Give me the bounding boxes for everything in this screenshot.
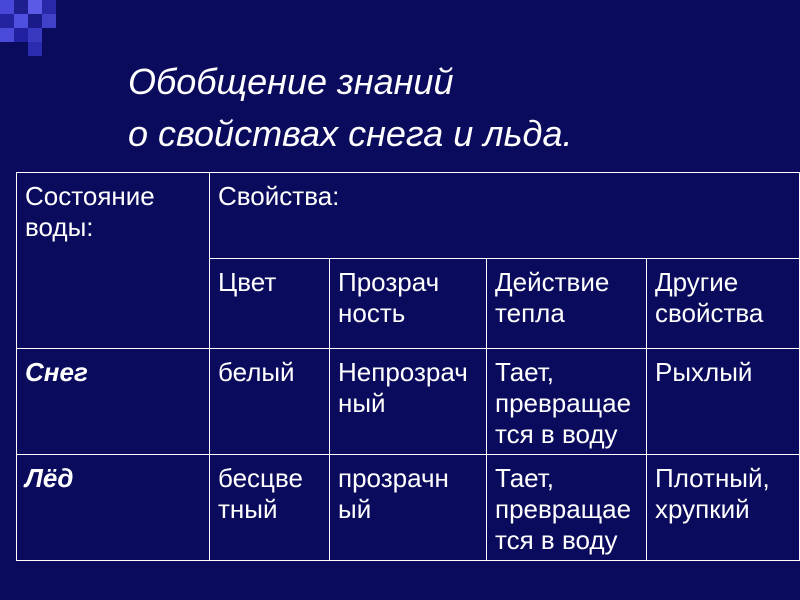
snow-other-cell: Рыхлый [647, 349, 800, 455]
title-line-2: о свойствах снега и льда. [128, 113, 573, 154]
row-header-ice: Лёд [17, 455, 210, 561]
corner-header: Состояние воды: [17, 173, 210, 349]
ice-heat-effect-cell: Тает, превращае тся в воду [487, 455, 647, 561]
table-row [17, 455, 800, 561]
corner-decoration [0, 0, 70, 60]
snow-transparency-cell: Непрозрач ный [330, 349, 487, 455]
properties-group-header: Свойства: [210, 173, 800, 259]
ice-other-cell: Плотный, хрупкий [647, 455, 800, 561]
row-header-snow: Снег [17, 349, 210, 455]
table-row [17, 349, 800, 455]
column-header-color: Цвет [210, 259, 330, 349]
title-line-1: Обобщение знаний [128, 61, 454, 102]
ice-transparency-cell: прозрачн ый [330, 455, 487, 561]
column-header-heat-effect: Действие тепла [487, 259, 647, 349]
column-header-other-properties: Другие свойства [647, 259, 800, 349]
snow-color-cell: белый [210, 349, 330, 455]
snow-heat-effect-cell: Тает, превращае тся в воду [487, 349, 647, 455]
column-header-transparency: Прозрач ность [330, 259, 487, 349]
properties-table [16, 172, 800, 561]
slide-title [128, 56, 572, 160]
ice-color-cell: бесцве тный [210, 455, 330, 561]
